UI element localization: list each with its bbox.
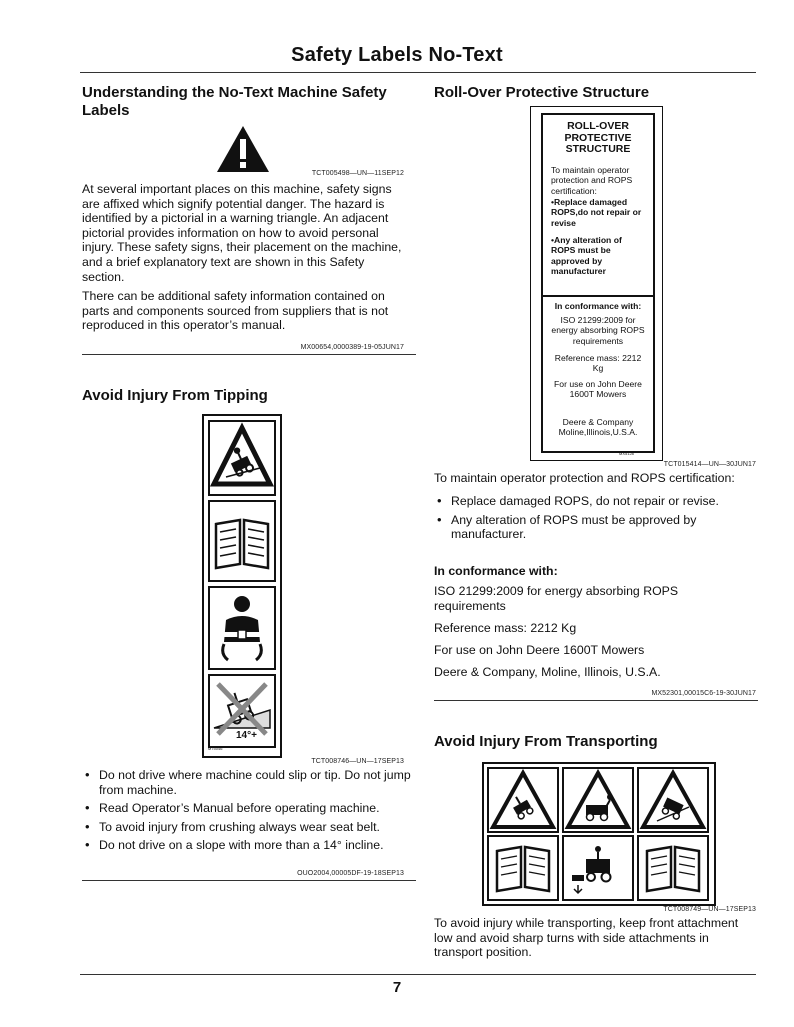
transporting-heading: Avoid Injury From Transporting — [434, 733, 658, 750]
attachment-low-icon — [562, 835, 634, 901]
tipping-hazard-icon — [208, 420, 276, 496]
list-item: • To avoid injury from crushing always wear seat belt. — [82, 820, 412, 835]
rops-label-divider — [543, 295, 653, 297]
runover-hazard-icon — [637, 767, 709, 833]
use-text: For use on John Deere 1600T Mowers — [434, 643, 645, 657]
understanding-paragraph-2: There can be additional safety information contained on parts and components sourced from suppliers that is not reproduced in this operator’s manual. — [82, 289, 389, 333]
tipping-hazard-icon — [487, 767, 559, 833]
operators-manual-icon — [208, 500, 276, 582]
label-part-code: MX5128 — [619, 451, 634, 456]
crush-hazard-icon — [562, 767, 634, 833]
mass-text: Reference mass: 2212 Kg — [434, 621, 577, 635]
list-item: • Do not drive on a slope with more than a 14° incline. — [82, 838, 412, 853]
image-code: TCT008749—UN—17SEP13 — [663, 906, 756, 913]
rops-label-iso: ISO 21299:2009 for energy absorbing ROPS requirements — [551, 315, 645, 346]
list-item: • Replace damaged ROPS, do not repair or revise. — [434, 494, 760, 509]
operators-manual-icon — [637, 835, 709, 901]
rops-safety-label — [530, 106, 663, 461]
reference-code: MX00654,0000389-19-05JUN17 — [300, 344, 404, 351]
conformance-heading: In conformance with: — [434, 564, 558, 578]
slope-angle-label: 14°+ — [236, 730, 257, 741]
slope-limit-icon — [208, 674, 276, 748]
company-text: Deere & Company, Moline, Illinois, U.S.A. — [434, 665, 661, 679]
rops-bullet-list — [434, 494, 760, 546]
section-rule — [82, 354, 416, 355]
tipping-heading: Avoid Injury From Tipping — [82, 387, 268, 404]
image-code: TCT005498—UN—11SEP12 — [311, 170, 404, 177]
title-rule — [80, 72, 756, 73]
understanding-paragraph-1: At several important places on this machine, safety signs are affixed which signify potential danger. The hazard is identified by a pictorial in a warning triangle. An adjacent pictorial provides information on how to avoid personal injury. These safety signs, their placement on the machine, and a brief explanatory text are shown in this Safety section. — [82, 182, 402, 284]
seat-belt-icon — [208, 586, 276, 670]
reference-code: MX52301,00015C6-19-30JUN17 — [651, 690, 756, 697]
rops-intro: To maintain operator protection and ROPS certification: — [434, 471, 735, 485]
image-code: TCT008746—UN—17SEP13 — [311, 758, 404, 765]
tipping-safety-label — [202, 414, 282, 758]
iso-text: ISO 21299:2009 for energy absorbing ROPS requirements — [434, 584, 679, 613]
section-rule — [434, 700, 758, 701]
operators-manual-icon — [487, 835, 559, 901]
footer-rule — [80, 974, 756, 975]
rops-label-conformance: In conformance with: — [554, 301, 642, 311]
label-part-code: M75046 — [208, 746, 223, 751]
page-title: Safety Labels No-Text — [291, 44, 503, 66]
transporting-safety-label — [482, 762, 716, 906]
rops-label-bullet: •Replace damaged ROPS,do not repair or revise — [551, 197, 642, 228]
understanding-heading: Understanding the No-Text Machine Safety Labels — [82, 84, 387, 119]
warning-triangle-icon — [215, 124, 271, 174]
transporting-text: To avoid injury while transporting, keep front attachment low and avoid sharp turns with side attachments in transport position. — [434, 916, 739, 960]
list-item: • Read Operator’s Manual before operating machine. — [82, 801, 412, 816]
tipping-bullet-list — [82, 768, 412, 857]
rops-label-intro: To maintain operator protection and ROPS certification: — [551, 165, 633, 196]
rops-heading: Roll-Over Protective Structure — [434, 84, 650, 101]
page-number: 7 — [392, 979, 402, 996]
list-item: • Do not drive where machine could slip or tip. Do not jump from machine. — [82, 768, 412, 797]
section-rule — [82, 880, 416, 881]
image-code: TCT015414—UN—30JUN17 — [663, 461, 756, 468]
rops-label-use: For use on John Deere 1600T Mowers — [554, 379, 642, 400]
reference-code: OUO2004,00005DF-19-18SEP13 — [297, 870, 404, 877]
rops-label-bullet: •Any alteration of ROPS must be approved by manufacturer — [551, 235, 622, 277]
rops-label-mass: Reference mass: 2212 Kg — [554, 353, 642, 374]
list-item: • Any alteration of ROPS must be approved by manufacturer. — [434, 513, 760, 542]
rops-label-company: Deere & Company Moline,Illinois,U.S.A. — [558, 417, 638, 438]
rops-label-title: ROLL-OVER PROTECTIVE STRUCTURE — [564, 120, 632, 155]
